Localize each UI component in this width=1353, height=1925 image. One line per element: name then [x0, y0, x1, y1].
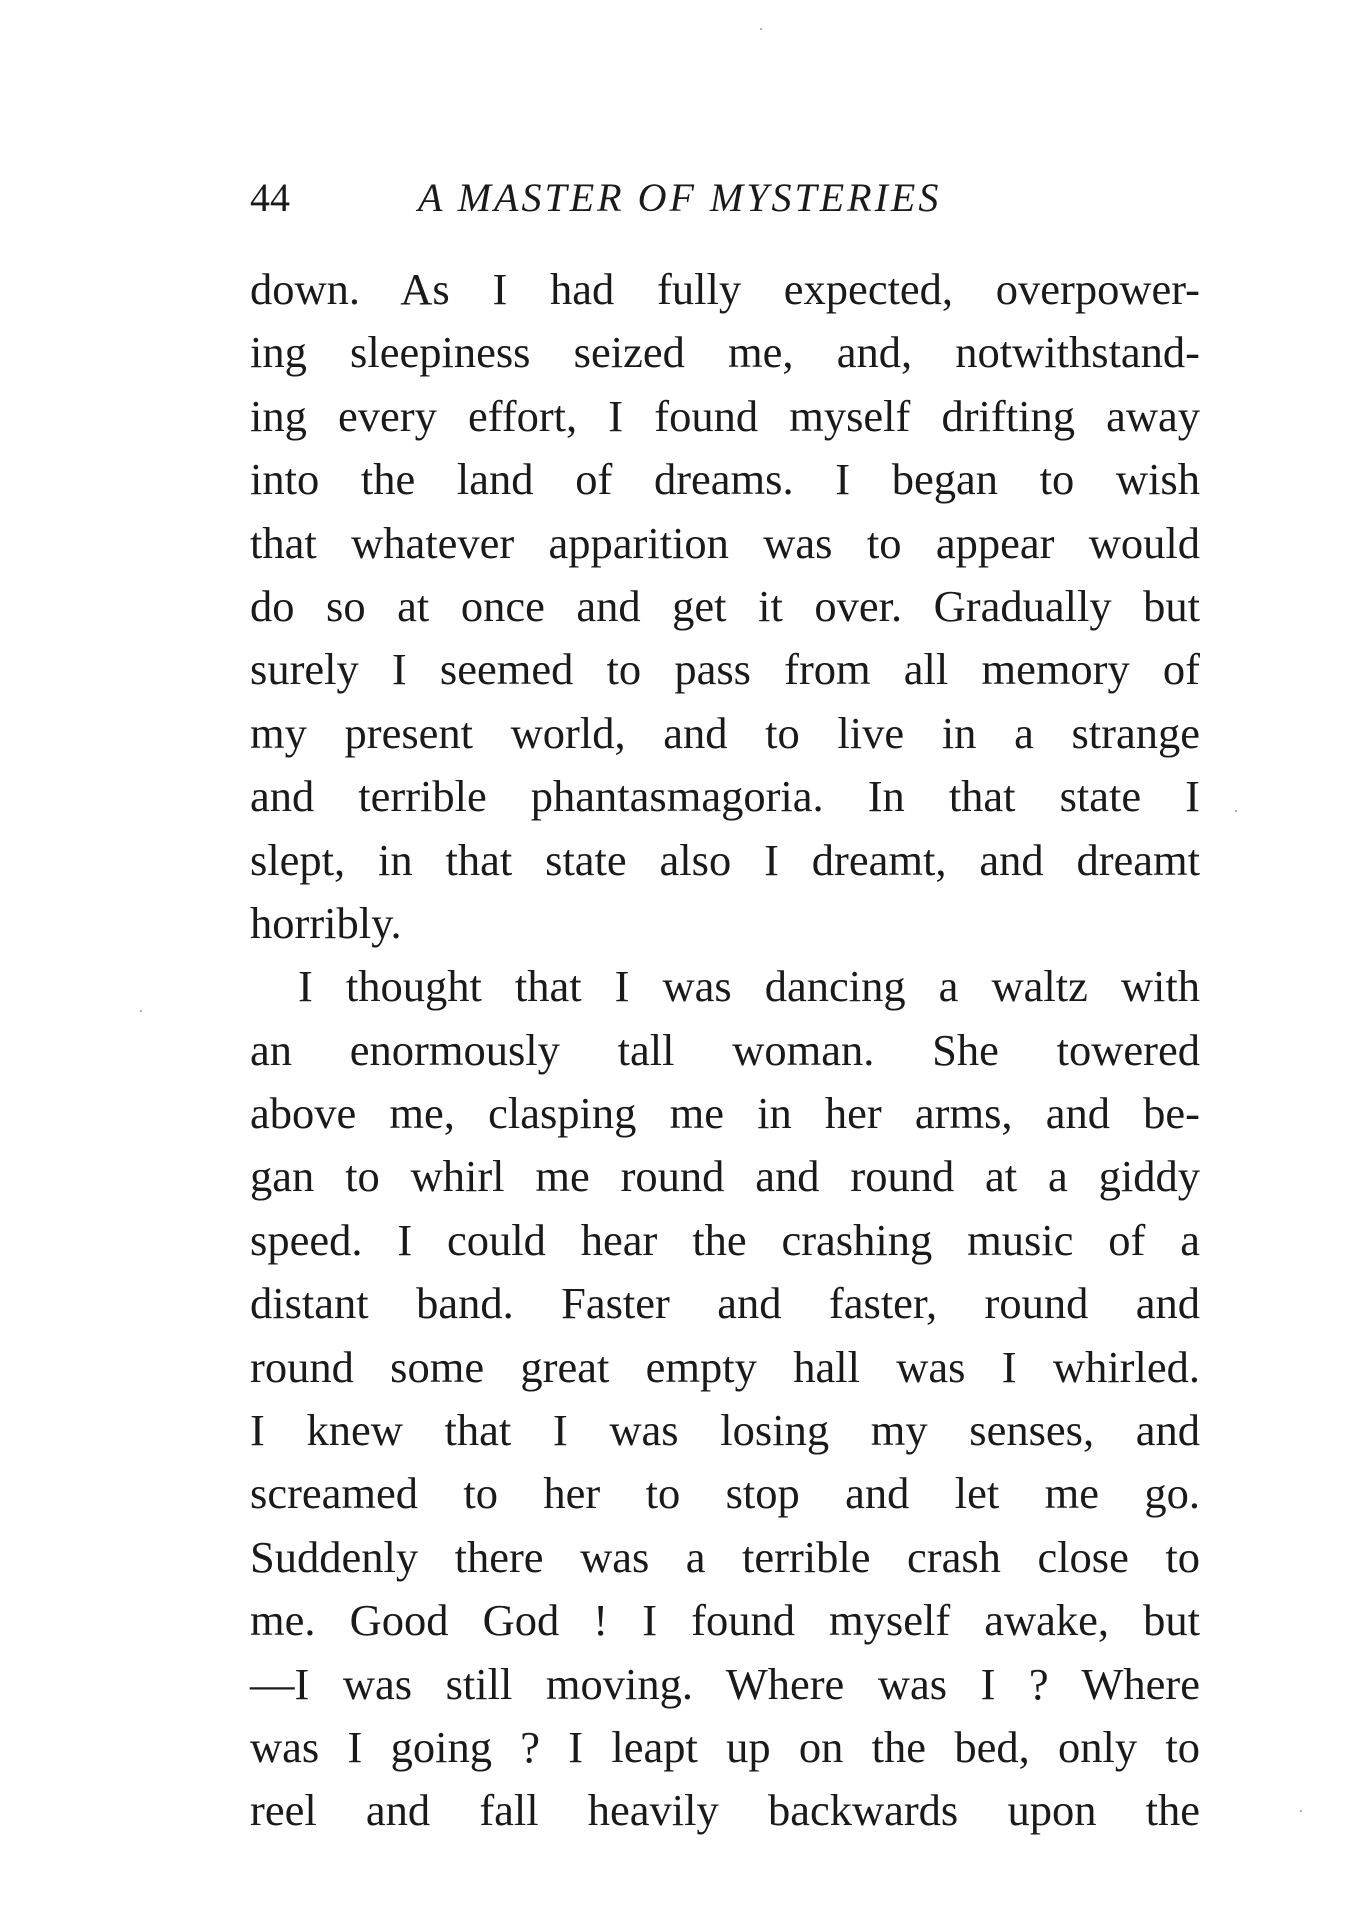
text-line: was I going ? I leapt up on the bed, only to [250, 1721, 1200, 1772]
text-line: my present world, and to live in a strange [250, 707, 1200, 758]
text-line: down. As I had fully expected, overpower- [250, 264, 1200, 314]
page-number: 44 [250, 175, 290, 220]
page-header [250, 168, 1200, 228]
text-line: ing sleepiness seized me, and, notwithstand- [250, 327, 1200, 378]
paper-speck [1235, 810, 1237, 812]
text-line: screamed to her to stop and let me go. [250, 1468, 1200, 1519]
text-line: me. Good God ! I found myself awake, but [250, 1595, 1200, 1646]
text-line: do so at once and get it over. Gradually but [250, 580, 1200, 631]
body-text [250, 258, 1200, 1843]
text-line: an enormously tall woman. She towered [250, 1024, 1200, 1075]
running-title: A MASTER OF MYSTERIES [418, 175, 942, 220]
paper-speck [760, 28, 762, 30]
paper-speck [140, 1010, 142, 1012]
text-line: speed. I could hear the crashing music of a [250, 1214, 1200, 1265]
text-line: slept, in that state also I dreamt, and dreamt [250, 834, 1200, 885]
text-line: and terrible phantasmagoria. In that state I [250, 771, 1200, 822]
text-line: horribly. [250, 897, 402, 948]
text-line: that whatever apparition was to appear would [250, 517, 1200, 568]
text-line: I knew that I was losing my senses, and [250, 1405, 1200, 1456]
text-line: above me, clasping me in her arms, and be- [250, 1088, 1200, 1139]
text-line: surely I seemed to pass from all memory of [250, 644, 1200, 695]
text-line: I thought that I was dancing a waltz with [298, 961, 1200, 1012]
text-line: into the land of dreams. I began to wish [250, 454, 1200, 505]
text-line: —I was still moving. Where was I ? Where [250, 1658, 1200, 1709]
text-line: ing every effort, I found myself drifting away [250, 390, 1200, 441]
paper-speck [1300, 1810, 1302, 1812]
text-line: Suddenly there was a terrible crash close to [250, 1531, 1200, 1582]
text-line: round some great empty hall was I whirled. [250, 1341, 1200, 1392]
text-line: gan to whirl me round and round at a giddy [250, 1151, 1200, 1202]
text-line: reel and fall heavily backwards upon the [250, 1785, 1200, 1836]
text-line: distant band. Faster and faster, round and [250, 1278, 1200, 1329]
